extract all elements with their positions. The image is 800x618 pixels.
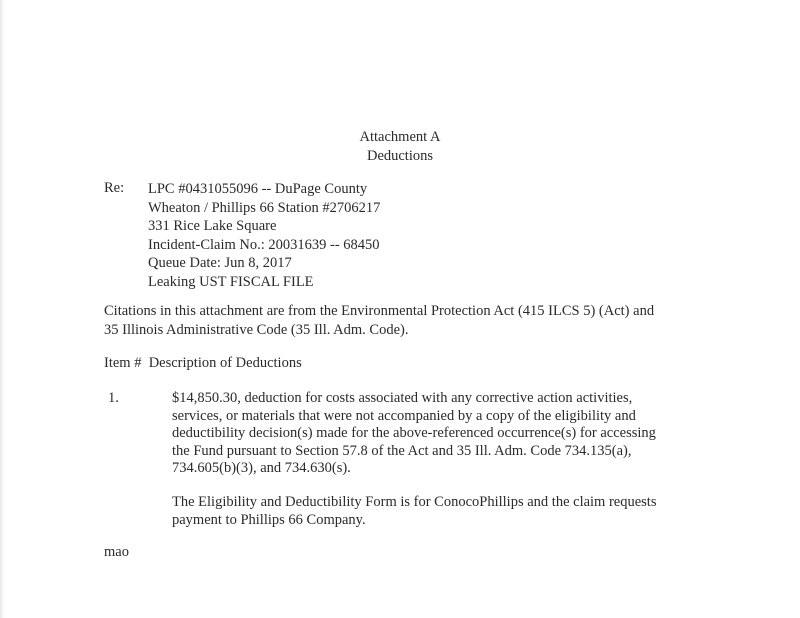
re-label: Re: [104,180,125,196]
lpc-number: LPC #0431055096 -- DuPage County [148,181,368,197]
page-subtitle: Deductions [366,148,434,164]
item-note-line: payment to Phillips 66 Company. [172,512,366,528]
item-number: 1. [108,390,119,406]
item-note [172,493,682,529]
items-header: Item # Description of Deductions [104,355,302,371]
item-description-line: the Fund pursuant to Section 57.8 of the Act and 35 Ill. Adm. Code 734.135(a), [172,442,632,459]
scan-edge [0,0,4,618]
citations-line: Citations in this attachment are from the Environmental Protection Act (415 ILCS 5) (Act) and [104,303,655,319]
item-description-line: 734.605(b)(3), and 734.630(s). [172,460,351,477]
page-title: Attachment A [359,129,441,145]
file-type: Leaking UST FISCAL FILE [148,273,314,290]
reviewer-initials: mao [104,544,129,560]
citations-paragraph [104,302,704,339]
citations-line: 35 Illinois Administrative Code (35 Ill. Adm. Code). [104,321,409,338]
item-description-line: services, or materials that were not accompanied by a copy of the eligibility and [172,407,636,424]
item-note-line: The Eligibility and Deductibility Form is for ConocoPhillips and the claim requests [172,494,657,510]
site-name: Wheaton / Phillips 66 Station #2706217 [148,199,381,216]
item-description-line: $14,850.30, deduction for costs associated with any corrective action activities, [172,390,633,406]
queue-date: Queue Date: Jun 8, 2017 [148,255,292,271]
item-description-line: deductibility decision(s) made for the above-referenced occurrence(s) for accessing [172,425,656,442]
incident-claim-number: Incident-Claim No.: 20031639 -- 68450 [148,236,380,253]
item-description [172,390,682,478]
re-block [148,180,380,291]
title-block [0,128,800,166]
site-address: 331 Rice Lake Square [148,218,277,234]
